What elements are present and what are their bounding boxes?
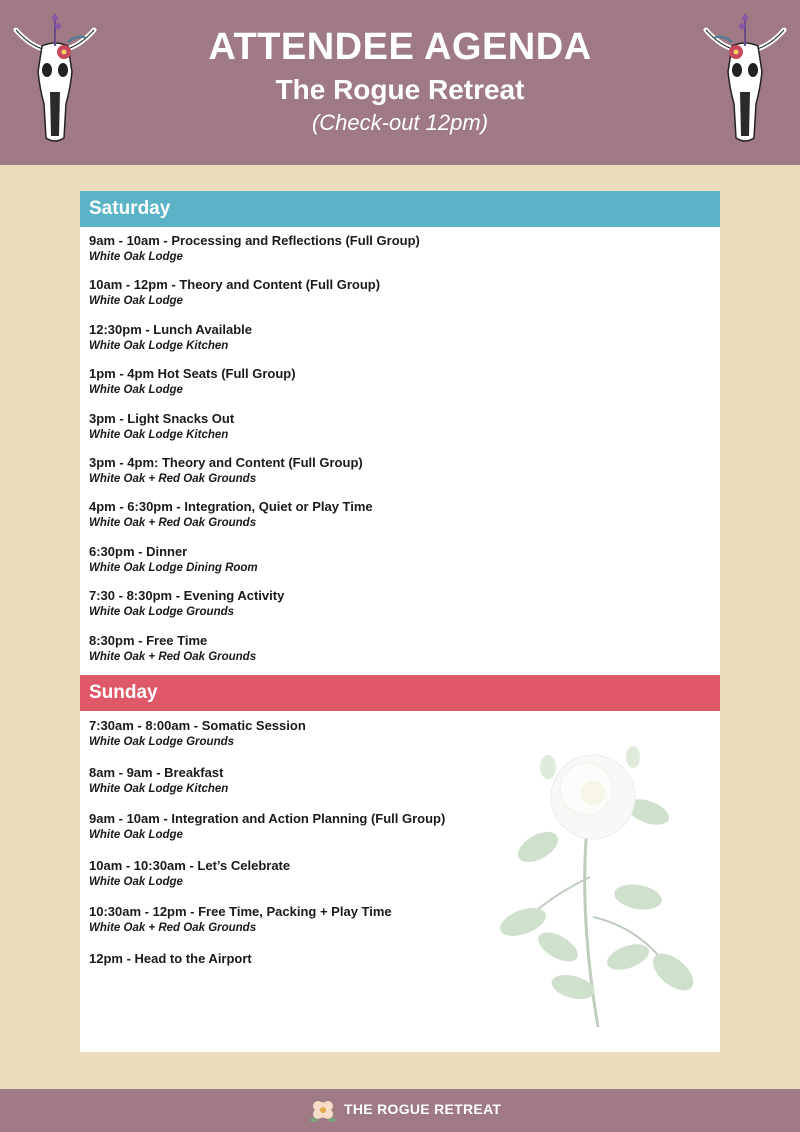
event-title: 9am - 10am - Processing and Reflections (Full Group) [89,233,420,248]
event-location: White Oak Lodge [89,384,183,397]
list-item [89,810,711,857]
event-title: 7:30 - 8:30pm - Evening Activity [89,588,285,604]
event-title: 3pm - Light Snacks Out [89,410,235,426]
event-name: The Rogue Retreat [275,74,525,105]
list-item [89,321,711,365]
list-item [89,498,711,542]
event-location: White Oak + Red Oak Grounds [89,922,257,935]
event-location: White Oak + Red Oak Grounds [89,650,257,663]
event-location: White Oak Lodge Kitchen [89,428,229,441]
event-location: White Oak Lodge Dining Room [89,561,258,574]
event-title: 10:30am - 12pm - Free Time, Packing + Play Time [89,904,392,920]
footer [0,1089,800,1132]
event-title: 9am - 10am - Integration and Action Planning (Full Group) [89,811,446,827]
event-location: White Oak Lodge Grounds [89,606,235,619]
event-location: White Oak Lodge [89,875,183,888]
list-item [89,903,711,950]
sunday-schedule [80,711,720,997]
list-item [89,454,711,498]
page-title: ATTENDEE AGENDA [208,26,592,68]
list-item [89,410,711,454]
list-item [89,857,711,904]
list-item [89,365,711,409]
event-location: White Oak + Red Oak Grounds [89,517,257,530]
event-title: 3pm - 4pm: Theory and Content (Full Group) [89,454,363,470]
event-location: White Oak Lodge [89,295,183,308]
event-location: White Oak Lodge [89,829,183,842]
saturday-header: Saturday [80,191,720,227]
header-banner [0,0,800,165]
event-title: 10am - 12pm - Theory and Content (Full Group) [89,277,381,293]
checkout-note: (Check-out 12pm) [311,110,489,135]
event-title: 12pm - Head to the Airport [89,950,252,966]
event-title: 12:30pm - Lunch Available [89,321,253,337]
saturday-schedule [80,227,720,675]
list-item [89,950,711,997]
list-item [89,232,711,276]
event-title: 8:30pm - Free Time [89,632,208,648]
list-item [89,632,711,676]
cow-skull-icon [702,12,788,146]
sunday-header: Sunday [80,675,720,711]
list-item [89,764,711,811]
event-title: 6:30pm - Dinner [89,543,188,559]
event-title: 1pm - 4pm Hot Seats (Full Group) [89,366,296,382]
event-location: White Oak Lodge Kitchen [89,339,229,352]
agenda-card [80,191,720,1052]
list-item [89,587,711,631]
event-title: 4pm - 6:30pm - Integration, Quiet or Play Time [89,499,373,515]
event-location: White Oak Lodge [89,251,183,263]
flower-logo-icon [309,1096,337,1124]
event-title: 8am - 9am - Breakfast [89,764,224,780]
event-title: 7:30am - 8:00am - Somatic Session [89,718,306,733]
event-location: White Oak Lodge Kitchen [89,782,229,795]
list-item [89,717,711,764]
list-item [89,543,711,587]
footer-brand: THE ROGUE RETREAT [344,1101,502,1117]
event-title: 10am - 10:30am - Let’s Celebrate [89,857,291,873]
event-location: White Oak Lodge Grounds [89,736,235,748]
list-item [89,276,711,320]
event-location: White Oak + Red Oak Grounds [89,472,257,485]
